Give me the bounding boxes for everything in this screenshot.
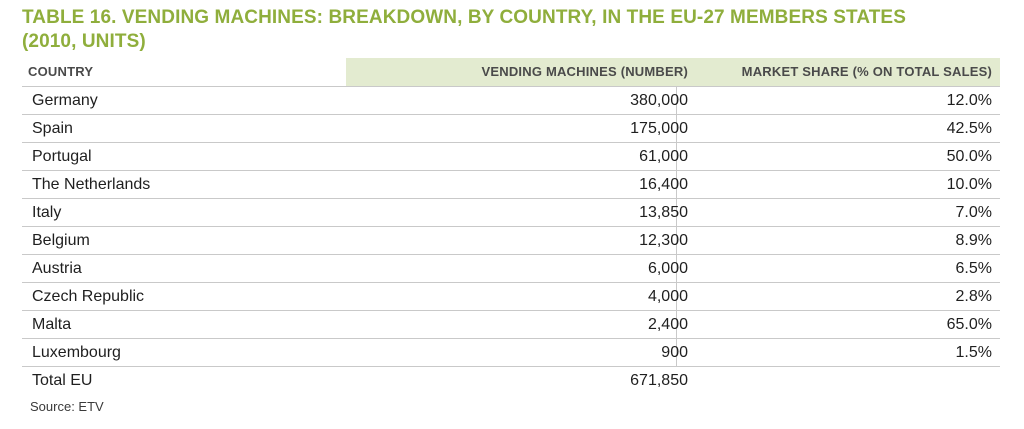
cell-country: The Netherlands [32,176,151,193]
cell-country: Italy [32,204,62,221]
source-note: Source: ETV [30,399,104,414]
table-header-row [22,58,1000,87]
cell-machines: 12,300 [639,232,688,249]
cell-country: Belgium [32,232,90,249]
table-row [22,143,1000,171]
cell-machines: 16,400 [639,176,688,193]
cell-total-label: Total EU [32,372,93,389]
cell-share: 65.0% [946,316,992,333]
cell-machines: 2,400 [647,316,688,333]
cell-share: 42.5% [946,120,992,137]
header-market-share: MARKET SHARE (% ON TOTAL SALES) [741,64,992,79]
vending-machines-table [22,58,1000,394]
cell-share: 2.8% [955,288,992,305]
table-total-row [22,367,1000,394]
header-vending-machines: VENDING MACHINES (NUMBER) [481,64,688,79]
cell-share: 1.5% [955,344,992,361]
table-title-line-1: TABLE 16. VENDING MACHINES: BREAKDOWN, BY COUNTRY, IN THE EU-27 MEMBERS STATES [22,7,906,28]
table-row [22,339,1000,367]
cell-country: Germany [32,92,98,109]
cell-share: 10.0% [946,176,992,193]
cell-total-machines: 671,850 [630,372,688,389]
table-row [22,311,1000,339]
cell-country: Austria [32,260,82,277]
cell-country: Malta [32,316,72,333]
table-row [22,171,1000,199]
table-row [22,227,1000,255]
cell-country: Spain [32,120,73,137]
cell-share: 7.0% [955,204,992,221]
table-title-line-2: (2010, UNITS) [22,31,146,52]
table-row [22,199,1000,227]
cell-share: 12.0% [946,92,992,109]
cell-country: Portugal [32,148,92,165]
cell-share: 6.5% [955,260,992,277]
cell-machines: 380,000 [630,92,688,109]
cell-country: Czech Republic [32,288,145,305]
cell-machines: 13,850 [639,204,688,221]
table-title [22,6,1002,54]
table-row [22,87,1000,115]
cell-machines: 175,000 [630,120,688,137]
cell-machines: 6,000 [647,260,688,277]
table-row [22,115,1000,143]
header-country: COUNTRY [28,64,94,79]
cell-machines: 900 [661,344,688,361]
table-row [22,283,1000,311]
cell-country: Luxembourg [32,344,121,361]
cell-share: 8.9% [955,232,992,249]
cell-machines: 61,000 [639,148,688,165]
cell-share: 50.0% [946,148,992,165]
cell-machines: 4,000 [647,288,688,305]
table-row [22,255,1000,283]
